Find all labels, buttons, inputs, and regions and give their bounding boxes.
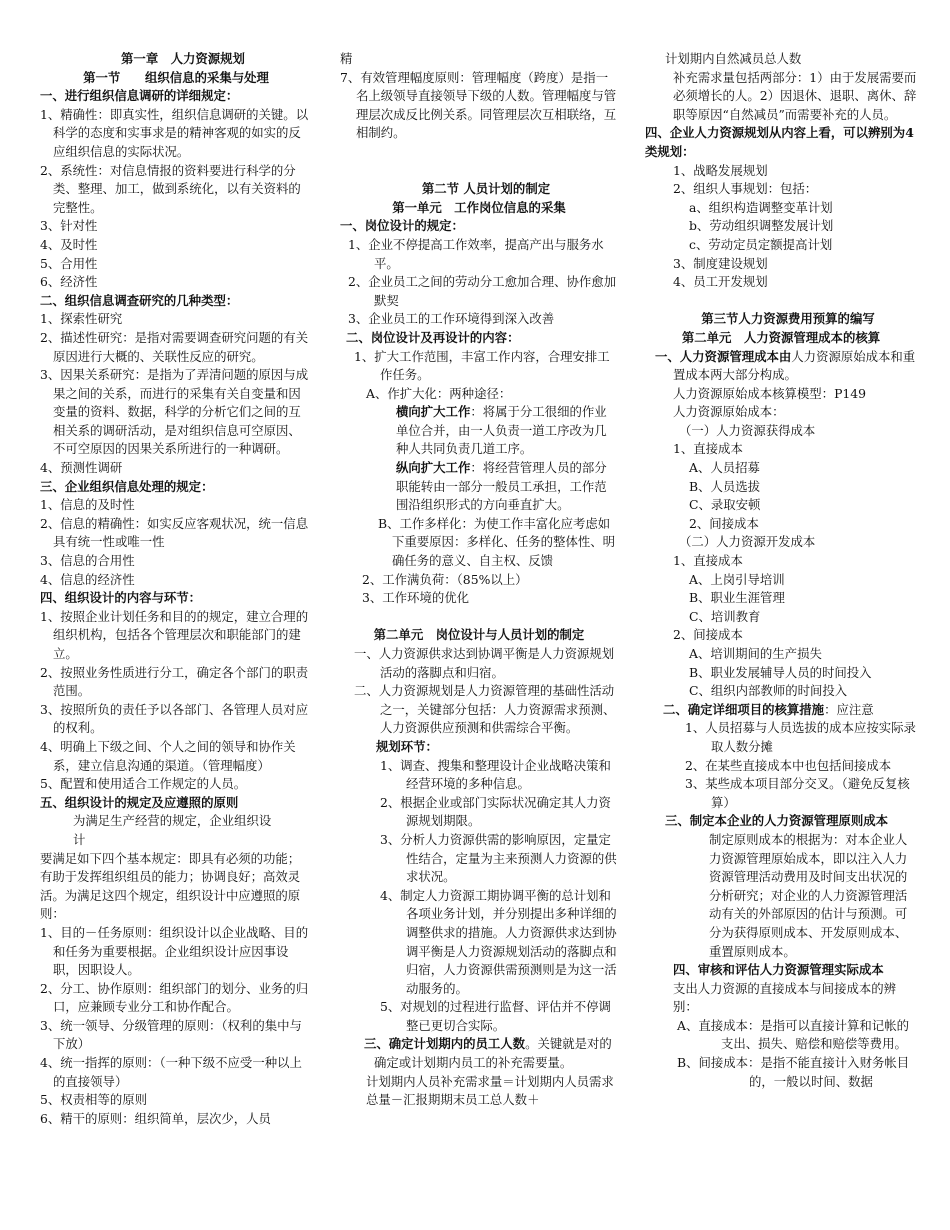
item-heading: 四、组织设计的内容与环节： — [40, 590, 202, 606]
column-1 — [40, 50, 312, 1230]
text-line: 3、分析人力资源供需的影响原因，定量定性结合，定量为主来预测人力资源的供求状况。 — [380, 831, 617, 885]
text-line: 7、有效管理幅度原则：管理幅度（跨度）是指一名上级领导直接领导下级的人数。管理幅度与管理层次成反比例关系。同管理层次互相联络，互相制约。 — [340, 69, 617, 141]
text-line: A、人员招募 — [689, 460, 760, 476]
text-line: 一、人力资源管理成本由人力资源原始成本和重置成本两大部分构成。 — [655, 348, 916, 383]
text-line: 补充需求量包括两部分：1）由于发展需要而必须增长的人。2）因退休、退职、离休、辞职等原因“自然减员”而需要补充的人员。 — [673, 69, 917, 122]
text-line: c、劳动定员定额提高计划 — [689, 236, 833, 252]
text-line: A、作扩大化：两种途径： — [366, 385, 512, 401]
text-line: 4、统一指挥的原则：（一种下级不应受一种以上的直接领导） — [40, 1055, 302, 1089]
text-line: 3、统一领导、分级管理的原则：（权利的集中与下放） — [40, 1017, 302, 1052]
blank-line — [340, 143, 618, 162]
item-heading: 三、制定本企业的人力资源管理原则成本 — [665, 813, 889, 829]
text-line: 3、制度建设规划 — [673, 255, 768, 271]
text-line: 1、战略发展规划 — [673, 162, 768, 178]
text-line: 纵向扩大工作：将经营管理人员的部分职能转由一部分一般员工承担，工作范围沿组织形式的方向垂直扩大。 — [396, 460, 607, 513]
text-line: 4、员工开发规划 — [673, 274, 768, 290]
column-2 — [340, 50, 618, 1230]
text-line: 2、分工、协作原则：组织部门的划分、业务的归口，应兼顾专业分工和协作配合。 — [40, 980, 309, 1015]
item-heading: 三、企业组织信息处理的规定： — [40, 478, 214, 494]
section-heading: 第三节人力资源费用预算的编写 — [701, 311, 875, 327]
section-heading: 第一节 组织信息的采集与处理 — [83, 69, 269, 85]
text-line: 2、系统性：对信息情报的资料要进行科学的分类、整理、加工，做到系统化，以有关资料的完整性。 — [40, 162, 301, 215]
text-line: C、培训教育 — [689, 608, 761, 624]
text-line: b、劳动组织调整发展计划 — [689, 218, 834, 234]
text-line: 6、精干的原则：组织简单，层次少，人员 — [40, 1110, 271, 1126]
text-line: C、录取安顿 — [689, 497, 761, 513]
item-heading: 二、岗位设计及再设计的内容： — [346, 329, 520, 345]
text-line: 3、信息的合用性 — [40, 553, 135, 569]
section-heading: 第一章 人力资源规划 — [121, 51, 245, 66]
text-line: 2、信息的精确性：如实反应客观状况，统一信息具有统一性或唯一性 — [40, 515, 309, 550]
item-heading: 规划环节： — [376, 738, 438, 754]
text-line: 为满足生产经营的规定，企业组织设计 — [73, 813, 272, 847]
text-line: （一）人力资源获得成本 — [679, 422, 816, 438]
text-line: B、工作多样化：为使工作丰富化应考虑如下重要原因：多样化、任务的整体性、明确任务的意义、自主权、反馈 — [378, 515, 616, 569]
text-line: 计划期内人员补充需求量＝计划期内人员需求总量－汇报期期末员工总人数＋ — [366, 1073, 614, 1108]
item-heading: 一、进行组织信息调研的详细规定： — [40, 88, 239, 104]
section-heading: 第一单元 工作岗位信息的采集 — [392, 199, 566, 215]
text-line: 2、企业员工之间的劳动分工愈加合理、协作愈加默契 — [348, 274, 617, 308]
blank-line — [340, 162, 618, 181]
text-line: 2、按照业务性质进行分工，确定各个部门的职责范围。 — [40, 664, 309, 699]
blank-line — [645, 292, 917, 311]
item-heading: 四、审核和评估人力资源管理实际成本 — [673, 962, 884, 978]
blank-line — [340, 608, 618, 627]
section-heading: 第二单元 人力资源管理成本的核算 — [681, 329, 881, 345]
text-line: 精 — [340, 51, 353, 66]
text-line: B、职业生涯管理 — [689, 590, 785, 606]
text-line: 4、信息的经济性 — [40, 571, 135, 587]
section-heading: 第二节 人员计划的制定 — [421, 181, 551, 197]
text-line: 1、扩大工作范围，丰富工作内容，合理安排工作任务。 — [354, 348, 610, 383]
section-heading: 第二单元 岗位设计与人员计划的制定 — [373, 627, 585, 643]
text-line: B、间接成本：是指不能直接计入财务帐目的，一般以时间、数据 — [677, 1055, 910, 1089]
text-line: A、上岗引导培训 — [689, 571, 785, 587]
text-line: 二、人力资源规划是人力资源管理的基础性活动之一，关键部分包括：人力资源需求预测、人力资源供应预测和供需综合平衡。 — [354, 683, 616, 736]
text-line: 1、人员招募与人员选拔的成本应按实际录取人数分摊 — [685, 720, 916, 754]
text-line: 1、调查、搜集和整理设计企业战略决策和经营环境的多种信息。 — [380, 757, 611, 792]
text-line: 2、组织人事规划：包括： — [673, 181, 818, 197]
text-line: 4、及时性 — [40, 236, 98, 252]
text-line: 2、工作满负荷：（85%以上） — [362, 571, 528, 587]
text-line: （二）人力资源开发成本 — [679, 534, 816, 550]
text-line: 3、工作环境的优化 — [362, 590, 470, 606]
text-line: 1、企业不停提高工作效率，提高产出与服务水平。 — [348, 236, 604, 271]
text-line: A、培训期间的生产损失 — [689, 646, 822, 661]
text-line: 5、对规划的过程进行监督、评估并不停调整已更切合实际。 — [380, 999, 611, 1033]
text-line: 横向扩大工作：将属于分工很细的作业单位合并，由一人负责一道工序改为几种人共同负责几道工序。 — [396, 404, 607, 457]
item-heading: 一、岗位设计的规定： — [340, 218, 464, 234]
text-line: 要满足如下四个基本规定：即具有必须的功能；有助于发挥组织组员的能力；协调良好；高效灵活。为满足这四个规定，组织设计中应遵照的原则： — [40, 850, 301, 922]
item-heading: 二、组织信息调查研究的几种类型： — [40, 292, 239, 308]
text-line: 人力资源原始成本： — [673, 404, 785, 420]
text-line: 5、合用性 — [40, 255, 98, 271]
text-line: B、职业发展辅导人员的时间投入 — [689, 664, 872, 680]
text-line: 一、人力资源供求达到协调平衡是人力资源规划活动的落脚点和归宿。 — [354, 646, 615, 680]
text-line: C、组织内部教师的时间投入 — [689, 683, 848, 699]
text-line: 计划期内自然减员总人数 — [665, 51, 802, 66]
item-heading: 四、企业人力资源规划从内容上看，可以辨别为4类规划： — [645, 125, 914, 159]
text-line: 人力资源原始成本核算模型：P149 — [673, 385, 867, 401]
text-line: 制定原则成本的根据为：对本企业人力资源管理原始成本，即以注入人力资源管理活动费用及时间支出状况的分析研究；对企业的人力资源管理活动有关的外部原因的估计与预测。可分为获得原则成本、开发原则成本、重置原则成本。 — [709, 831, 908, 959]
text-line: 3、某些成本项目部分交叉。（避免反复核算） — [685, 776, 910, 810]
text-line: 3、针对性 — [40, 218, 98, 234]
text-line: 1、直接成本 — [673, 553, 743, 569]
text-line: 1、直接成本 — [673, 441, 743, 457]
text-line: 2、根据企业或部门实际状况确定其人力资源规划期限。 — [380, 794, 611, 829]
text-line: 1、信息的及时性 — [40, 497, 135, 513]
text-line: 2、描述性研究：是指对需要调查研究问题的有关原因进行大概的、关联性反应的研究。 — [40, 329, 309, 364]
text-line: 1、按照企业计划任务和目的的规定，建立合理的组织机构，包括各个管理层次和职能部门的建立。 — [40, 608, 309, 661]
text-line: 2、在某些直接成本中也包括间接成本 — [685, 757, 892, 773]
text-line: B、人员选拔 — [689, 478, 761, 494]
text-line: 3、因果关系研究：是指为了弄清问题的原因与成果之间的关系，而进行的采集有关自变量和因变量的资料、数据，科学的分析它们之间的互相关系的调研活动，是对组织信息可空原因、不可空原因的因果关系所进行的一种调研。 — [40, 367, 309, 457]
column-3 — [645, 50, 917, 1230]
text-line: 二、确定详细项目的核算措施：应注意 — [663, 701, 874, 717]
text-line: 2、间接成本 — [689, 515, 759, 531]
text-line: 1、探索性研究 — [40, 311, 123, 327]
text-line: a、组织构造调整变革计划 — [689, 199, 833, 215]
text-line: 4、预测性调研 — [40, 460, 123, 476]
text-line: 1、精确性：即真实性，组织信息调研的关键。以科学的态度和实事求是的精神客观的如实的反应组织信息的实际状况。 — [40, 106, 309, 159]
text-line: 5、配置和使用适合工作规定的人员。 — [40, 776, 247, 792]
text-line: 5、权责相等的原则 — [40, 1092, 148, 1108]
text-line: 4、制定人力资源工期协调平衡的总计划和各项业务计划，并分别提出多种详细的调整供求的措施。人力资源供求达到协调平衡是人力资源规划活动的落脚点和归宿，人力资源供需预测则是为这一活动服务的。 — [380, 887, 617, 996]
text-line: 三、确定计划期内的员工人数。关键就是对的确定或计划期内员工的补充需要量。 — [364, 1036, 612, 1071]
text-line: 2、间接成本 — [673, 627, 743, 643]
item-heading: 五、组织设计的规定及应遵照的原则 — [40, 794, 239, 810]
text-line: 6、经济性 — [40, 274, 98, 290]
text-line: 1、目的－任务原则：组织设计以企业战略、目的和任务为重要根据。企业组织设计应因事设职，因职设人。 — [40, 924, 309, 978]
text-line: 支出人力资源的直接成本与间接成本的辨别： — [673, 980, 897, 1015]
text-line: 3、企业员工的工作环境得到深入改善 — [348, 311, 555, 327]
text-line: A、直接成本：是指可以直接计算和记帐的支出、损失、赔偿和赔偿等费用。 — [677, 1017, 909, 1052]
text-line: 3、按照所负的责任予以各部门、各管理人员对应的权利。 — [40, 701, 309, 736]
text-line: 4、明确上下级之间、个人之间的领导和协作关系，建立信息沟通的渠道。（管理幅度） — [40, 738, 296, 773]
